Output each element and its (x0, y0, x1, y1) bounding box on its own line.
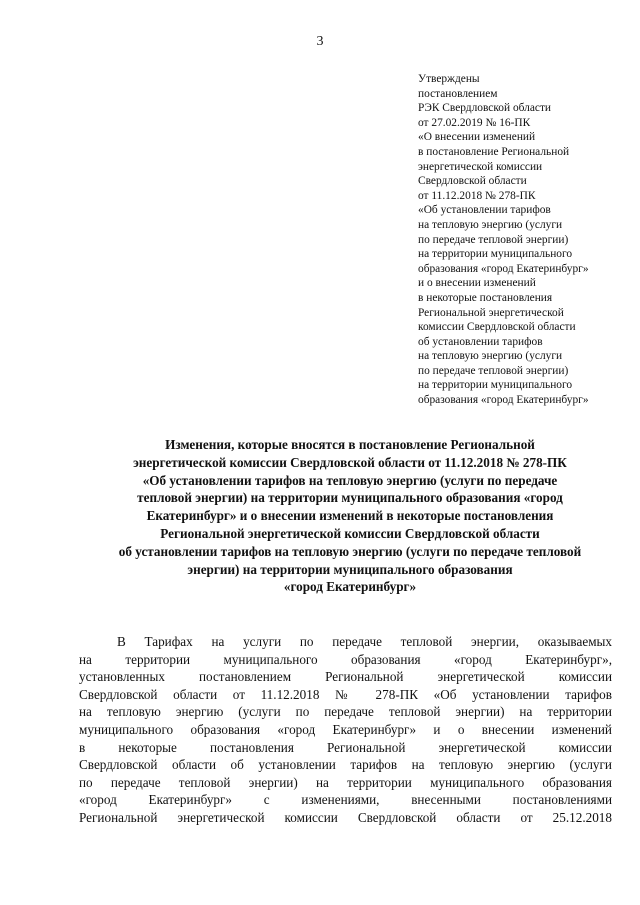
approval-line: и о внесении изменений (418, 277, 536, 290)
body-line: установленных постановлением Региональной энергетической комиссии (79, 669, 612, 685)
approval-line: энергетической комиссии (418, 160, 543, 173)
title-line: «Об установлении тарифов на тепловую энергию (услуги по передаче (142, 472, 558, 488)
page-number: 3 (316, 34, 324, 49)
title-line: Изменения, которые вносятся в постановление Региональной (165, 437, 535, 452)
body-line: Региональной энергетической комиссии Свердловской области от 25.12.2018 (79, 809, 612, 825)
body-line: муниципального образования «город Екатеринбург» и о внесении изменений (79, 721, 612, 737)
title-line: Региональной энергетической комиссии Свердловской области (160, 525, 540, 541)
approval-line: от 27.02.2019 № 16-ПК (418, 116, 531, 129)
body-line: «город Екатеринбург» с изменениями, внесенными постановлениями (79, 792, 612, 808)
title-line: энергии) на территории муниципального образования (187, 561, 513, 577)
approval-line: в некоторые постановления (418, 291, 553, 304)
title-line: Екатеринбург» и о внесении изменений в некоторые постановления (146, 508, 554, 524)
approval-line: РЭК Свердловской области (418, 102, 552, 115)
approval-line: на территории муниципального (418, 248, 573, 261)
body-line: на территории муниципального образования «город Екатеринбург», (79, 651, 612, 667)
body-line: по передаче тепловой энергии) на территории муниципального образования (79, 774, 612, 790)
body-paragraph (79, 633, 612, 827)
approval-line: на территории муниципального (418, 379, 573, 392)
approval-line: Региональной энергетической (418, 306, 564, 319)
approval-line: Свердловской области (418, 175, 527, 188)
approval-line: Утверждены (418, 73, 480, 85)
approval-line: по передаче тепловой энергии) (418, 364, 569, 377)
body-line: Свердловской области от 11.12.2018 № 278-ПК «Об установлении тарифов (79, 686, 612, 702)
body-line: В Тарифах на услуги по передаче тепловой энергии, оказываемых (117, 634, 612, 649)
body-line: Свердловской области об установлении тарифов на тепловую энергию (услуги (79, 757, 612, 773)
title-line: тепловой энергии) на территории муниципального образования «город (137, 490, 563, 506)
approval-line: в постановление Региональной (418, 145, 570, 158)
approval-line: образования «город Екатеринбург» (418, 394, 589, 407)
document-title (80, 436, 620, 596)
approval-line: комиссии Свердловской области (418, 321, 576, 334)
approval-line: постановлением (418, 87, 498, 100)
approval-line: «Об установлении тарифов (418, 204, 551, 217)
approval-block (418, 72, 628, 408)
approval-line: на тепловую энергию (услуги (418, 218, 563, 231)
title-line: энергетической комиссии Свердловской области от 11.12.2018 № 278-ПК (133, 454, 567, 470)
body-line: в некоторые постановления Региональной энергетической комиссии (79, 739, 612, 755)
title-line: «город Екатеринбург» (283, 579, 417, 595)
approval-line: «О внесении изменений (418, 131, 536, 144)
approval-line: на тепловую энергию (услуги (418, 350, 563, 363)
approval-line: от 11.12.2018 № 278-ПК (418, 189, 536, 202)
approval-line: об установлении тарифов (418, 335, 543, 348)
title-line: об установлении тарифов на тепловую энергию (услуги по передаче тепловой (118, 543, 582, 559)
body-line: на тепловую энергию (услуги по передаче тепловой энергии) на территории (79, 704, 612, 720)
approval-line: по передаче тепловой энергии) (418, 233, 569, 246)
approval-line: образования «город Екатеринбург» (418, 262, 589, 275)
